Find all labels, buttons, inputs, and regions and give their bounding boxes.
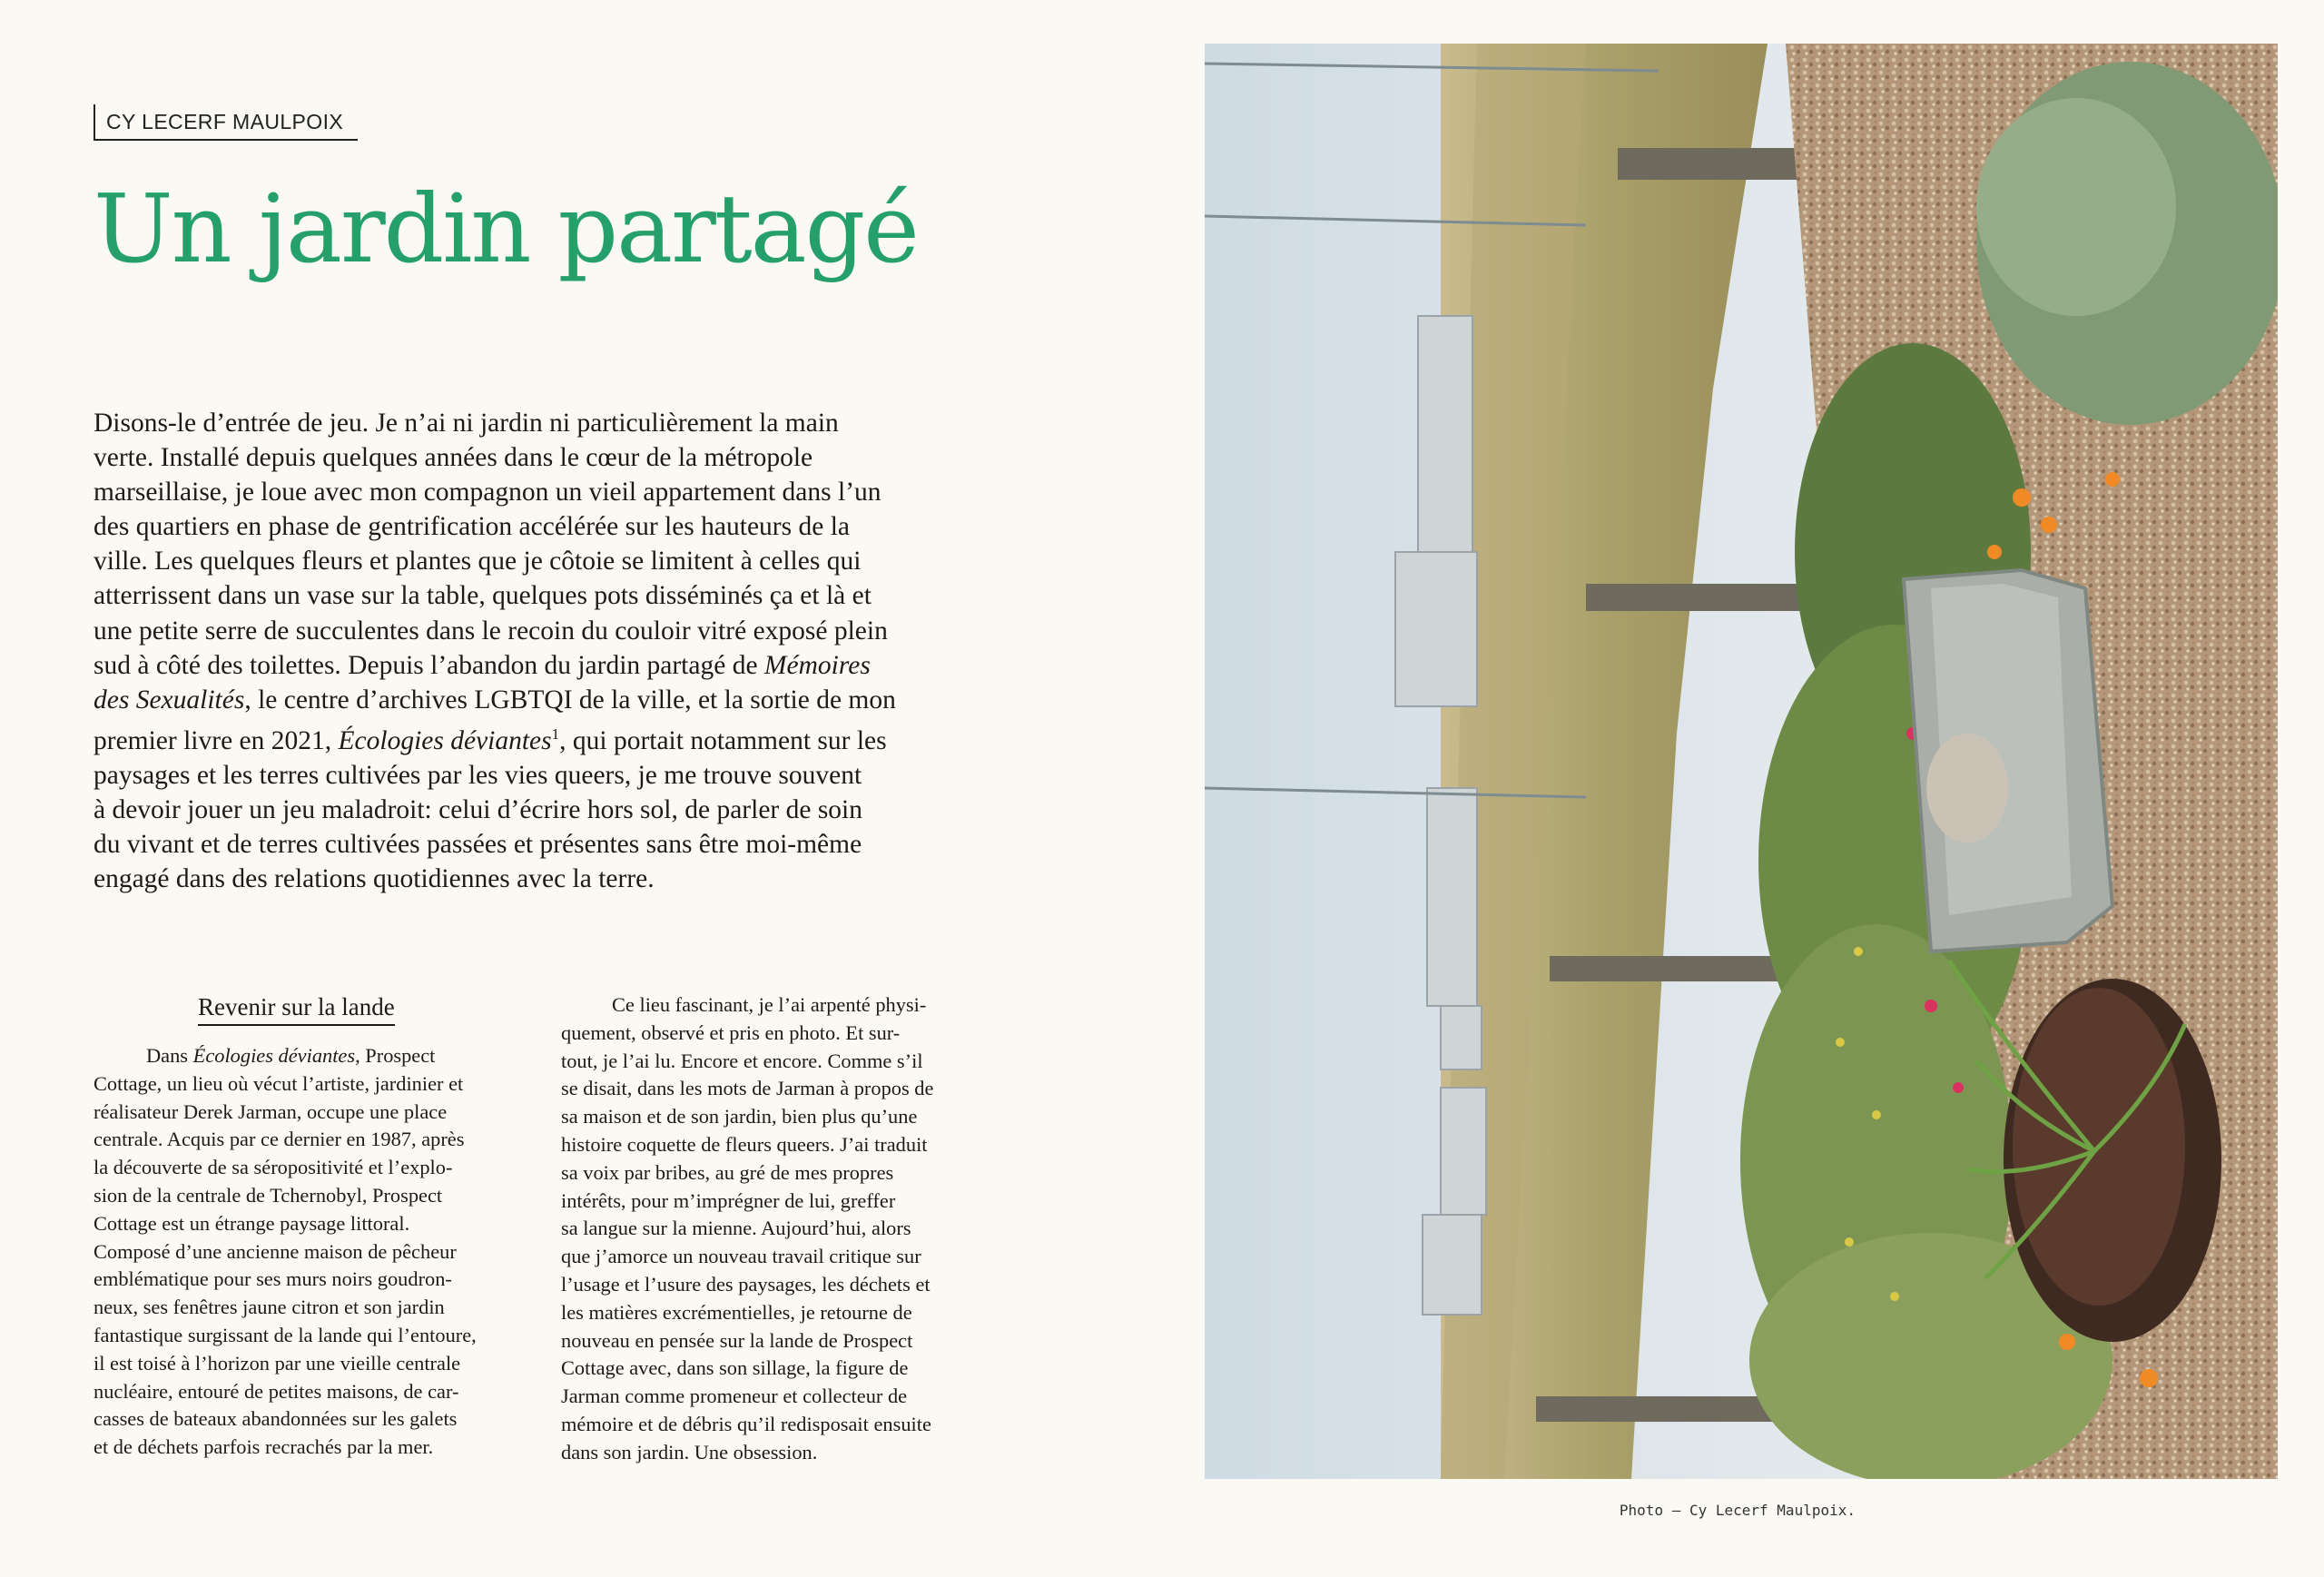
body-line: et de déchets parfois recrachés par la mer.: [94, 1435, 434, 1459]
body-line: sa voix par bribes, au gré de mes propres: [561, 1160, 894, 1184]
intro-line: [94, 648, 992, 683]
body-line: histoire coquette de fleurs queers. J’ai traduit: [561, 1132, 928, 1156]
body-text: , Prospect: [355, 1044, 436, 1067]
intro-line: ville. Les quelques fleurs et plantes que je côtoie se limitent à celles qui: [94, 547, 862, 577]
intro-paragraph: [94, 406, 992, 896]
body-line: centrale. Acquis par ce dernier en 1987, après: [94, 1128, 465, 1151]
body-line: il est toisé à l’horizon par une vieille centrale: [94, 1351, 461, 1375]
body-line: dans son jardin. Une obsession.: [561, 1440, 818, 1464]
section-subheading: Revenir sur la lande: [198, 991, 395, 1026]
body-line: intérêts, pour m’imprégner de lui, greffer: [561, 1188, 896, 1212]
footnote-marker[interactable]: 1: [551, 724, 560, 743]
body-line: [94, 1042, 495, 1070]
body-column-right: [561, 991, 962, 1467]
body-line: mémoire et de débris qu’il redisposait ensuite: [561, 1412, 931, 1435]
body-line: que j’amorce un nouveau travail critique sur: [561, 1245, 921, 1268]
intro-line: paysages et les terres cultivées par les vies queers, je me trouve souvent: [94, 760, 862, 790]
photo-caption: Photo – Cy Lecerf Maulpoix.: [1619, 1502, 1856, 1519]
body-line: tout, je l’ai lu. Encore et encore. Comme s’il: [561, 1049, 923, 1072]
body-column-left: [94, 991, 495, 1462]
body-line: Composé d’une ancienne maison de pêcheur: [94, 1239, 457, 1263]
body-line: Jarman comme promeneur et collecteur de: [561, 1385, 908, 1408]
body-line: sa maison et de son jardin, bien plus qu’une: [561, 1105, 918, 1129]
intro-line: du vivant et de terres cultivées passées et présentes sans être moi-même: [94, 829, 862, 859]
body-line: fantastique surgissant de la lande qui l’entoure,: [94, 1323, 477, 1346]
intro-italic-memoires: Mémoires: [763, 650, 871, 680]
body-text: Dans: [146, 1044, 189, 1067]
body-line: l’usage et l’usure des paysages, les déchets et: [561, 1272, 931, 1296]
body-line: la découverte de sa séropositivité et l’explo-: [94, 1156, 453, 1179]
author-label: CY LECERF MAULPOIX: [94, 104, 358, 141]
body-italic-book-title: Écologies déviantes: [192, 1044, 356, 1067]
body-line: Ce lieu fascinant, je l’ai arpenté physi-: [612, 993, 927, 1016]
intro-line: verte. Installé depuis quelques années dans le cœur de la métropole: [94, 443, 813, 473]
intro-line: marseillaise, je loue avec mon compagnon un vieil appartement dans l’un: [94, 478, 881, 508]
body-line: se disait, dans les mots de Jarman à propos de: [561, 1077, 934, 1100]
body-line: nucléaire, entouré de petites maisons, de car-: [94, 1379, 459, 1403]
intro-line: Disons-le d’entrée de jeu. Je n’ai ni jardin ni particulièrement la main: [94, 409, 839, 438]
body-line: sion de la centrale de Tchernobyl, Prospect: [94, 1183, 443, 1207]
body-line: Cottage, un lieu où vécut l’artiste, jardinier et: [94, 1071, 464, 1095]
intro-text: , qui portait notamment sur les: [559, 725, 887, 755]
body-line: casses de bateaux abandonnées sur les galets: [94, 1407, 458, 1431]
body-line: emblématique pour ses murs noirs goudron-: [94, 1267, 452, 1291]
body-line: Cottage est un étrange paysage littoral.: [94, 1211, 410, 1235]
intro-text: , le centre d’archives LGBTQI de la ville, et la sortie de mon: [244, 685, 896, 715]
body-line: nouveau en pensée sur la lande de Prospect: [561, 1328, 913, 1352]
intro-line: une petite serre de succulentes dans le recoin du couloir vitré exposé plein: [94, 616, 888, 646]
body-line: sa langue sur la mienne. Aujourd’hui, alors: [561, 1217, 911, 1240]
intro-italic-book-title: Écologies déviantes: [338, 725, 552, 755]
intro-line: [94, 683, 992, 717]
body-line: réalisateur Derek Jarman, occupe une place: [94, 1099, 448, 1123]
body-line: quement, observé et pris en photo. Et sur-: [561, 1020, 901, 1044]
garden-photo: [1205, 44, 2278, 1479]
intro-line: des quartiers en phase de gentrification accélérée sur les hauteurs de la: [94, 512, 850, 542]
intro-line: à devoir jouer un jeu maladroit: celui d’écrire hors sol, de parler de soin: [94, 794, 863, 824]
article-title: Un jardin partagé: [94, 173, 918, 284]
intro-line: [94, 717, 992, 758]
intro-text: premier livre en 2021,: [94, 725, 332, 755]
body-line: Cottage avec, dans son sillage, la figure de: [561, 1356, 909, 1380]
intro-line: atterrissent dans un vase sur la table, quelques pots disséminés ça et là et: [94, 581, 872, 611]
body-line: neux, ses fenêtres jaune citron et son jardin: [94, 1296, 445, 1319]
body-line: les matières excrémentielles, je retourne de: [561, 1300, 912, 1324]
intro-text: sud à côté des toilettes. Depuis l’abandon du jardin partagé de: [94, 650, 758, 680]
garden-photo-illustration: [1205, 44, 2278, 1479]
intro-italic-sexualites: des Sexualités: [94, 685, 245, 715]
intro-line: engagé dans des relations quotidiennes avec la terre.: [94, 864, 655, 894]
